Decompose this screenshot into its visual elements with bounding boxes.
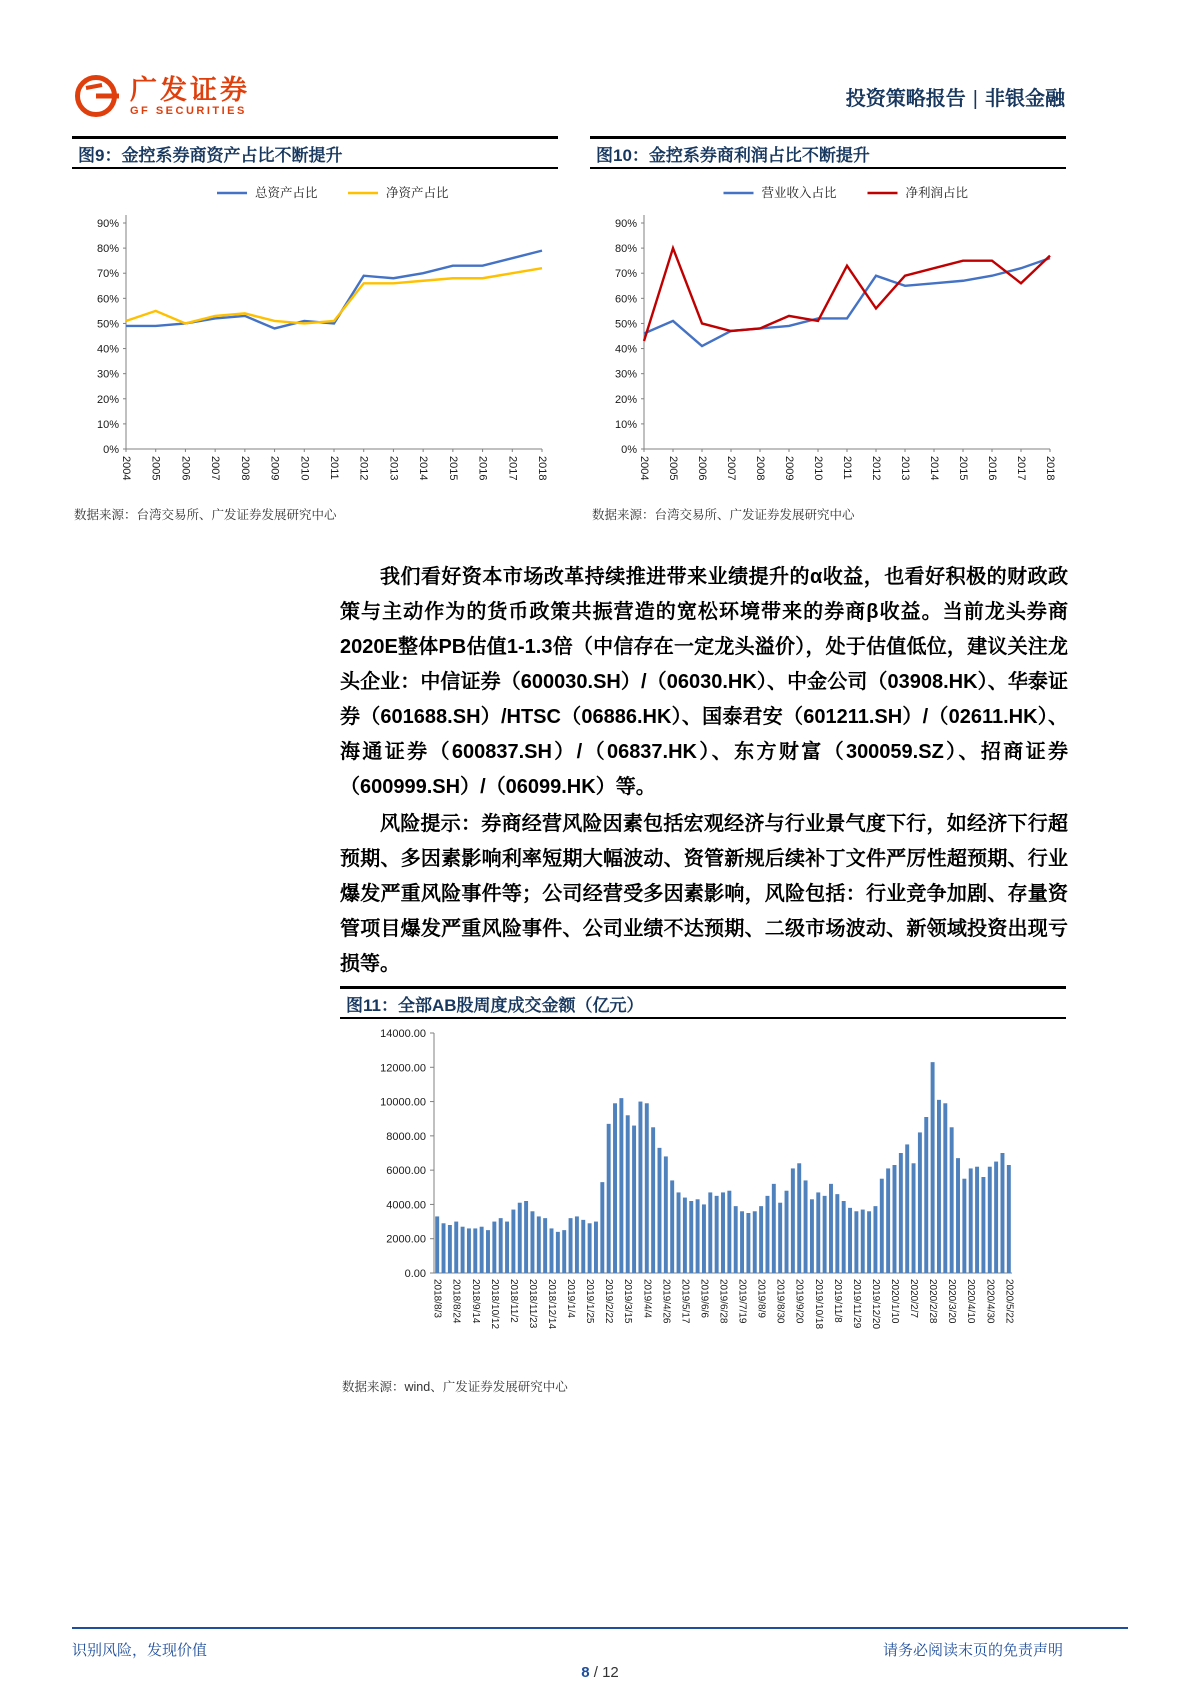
- svg-text:2018/9/14: 2018/9/14: [469, 1279, 481, 1324]
- svg-text:4000.00: 4000.00: [386, 1199, 426, 1212]
- svg-text:2020/2/28: 2020/2/28: [927, 1279, 939, 1324]
- gf-securities-logo: [72, 72, 250, 120]
- svg-text:2013: 2013: [899, 456, 911, 481]
- svg-text:2019/3/15: 2019/3/15: [622, 1279, 634, 1324]
- logo-text-cn: 广发证券: [130, 75, 250, 105]
- svg-text:0%: 0%: [621, 444, 637, 456]
- svg-text:2007: 2007: [209, 456, 222, 481]
- svg-text:2015: 2015: [957, 456, 969, 481]
- svg-text:2018: 2018: [536, 456, 548, 481]
- svg-text:8000.00: 8000.00: [386, 1130, 426, 1143]
- svg-text:2014: 2014: [417, 456, 430, 481]
- svg-text:2020/2/7: 2020/2/7: [908, 1279, 920, 1318]
- svg-text:2006: 2006: [179, 456, 192, 481]
- svg-text:2020/1/10: 2020/1/10: [888, 1279, 900, 1324]
- footer-disclaimer: 请务必阅读末页的免责声明: [882, 1642, 1063, 1659]
- svg-text:2010: 2010: [812, 456, 824, 481]
- svg-text:2019/12/20: 2019/12/20: [869, 1279, 881, 1330]
- figure-11-source: 数据来源：wind、广发证券发展研究中心: [342, 1380, 568, 1394]
- svg-text:2019/6/28: 2019/6/28: [717, 1279, 729, 1324]
- svg-text:90%: 90%: [614, 218, 637, 230]
- svg-text:10000.00: 10000.00: [380, 1096, 426, 1109]
- figure-10-title: 图10：金控系券商利润占比不断提升: [590, 136, 1066, 169]
- figure-11-title: 图11：全部AB股周度成交金额（亿元）: [340, 986, 1066, 1019]
- svg-text:2014: 2014: [928, 456, 940, 481]
- svg-text:90%: 90%: [96, 218, 119, 230]
- logo-text: [130, 75, 250, 117]
- svg-text:60%: 60%: [96, 293, 119, 306]
- svg-text:10%: 10%: [96, 418, 119, 431]
- svg-text:0.00: 0.00: [404, 1268, 426, 1280]
- body-text: [340, 560, 1068, 982]
- paragraph-investment-view: 我们看好资本市场改革持续推进带来业绩提升的α收益，也看好积极的财政政策与主动作为的货币政策共振营造的宽松环境带来的券商β收益。当前龙头券商2020E整体PB估值1-1.3倍（中信存在一定龙头溢价），处于估值低位，建议关注龙头企业：中信证券（600030.SH）/（06030.HK）、中金公司（03908.HK）、华泰证券（601688.SH）/HTSC（06886.HK）、国泰君安（601211.SH）/（02611.HK）、海通证券（600837.SH）/（06837.HK）、东方财富（300059.SZ）、招商证券（600999.SH）/（06099.HK）等。: [340, 566, 1068, 798]
- svg-text:14000.00: 14000.00: [380, 1028, 426, 1040]
- svg-text:净利润占比: 净利润占比: [905, 186, 969, 200]
- svg-text:2009: 2009: [268, 456, 281, 481]
- svg-text:2019/6/6: 2019/6/6: [698, 1279, 710, 1318]
- footer-slogan: 识别风险，发现价值: [72, 1642, 208, 1659]
- figure-11-chart: [340, 1021, 1066, 1373]
- svg-text:2017: 2017: [506, 456, 519, 481]
- svg-text:2006: 2006: [696, 456, 708, 481]
- figure-9: [72, 136, 558, 523]
- svg-text:2019/9/20: 2019/9/20: [793, 1279, 805, 1324]
- svg-text:2009: 2009: [783, 456, 795, 481]
- page-current: 8: [581, 1664, 590, 1681]
- svg-text:2016: 2016: [476, 456, 489, 481]
- svg-text:2011: 2011: [841, 456, 853, 480]
- svg-text:30%: 30%: [614, 368, 637, 381]
- svg-text:70%: 70%: [96, 268, 119, 281]
- svg-text:2012: 2012: [357, 456, 370, 481]
- svg-text:50%: 50%: [614, 318, 637, 331]
- svg-text:2019/8/9: 2019/8/9: [755, 1279, 767, 1318]
- svg-text:2005: 2005: [667, 456, 679, 481]
- page-header: [72, 72, 1065, 120]
- svg-text:6000.00: 6000.00: [386, 1165, 426, 1178]
- svg-text:2020/3/20: 2020/3/20: [946, 1279, 958, 1324]
- svg-text:2018/8/24: 2018/8/24: [450, 1279, 462, 1324]
- svg-text:60%: 60%: [614, 293, 637, 306]
- svg-text:50%: 50%: [96, 318, 119, 331]
- svg-text:2008: 2008: [754, 456, 766, 481]
- svg-text:2019/4/4: 2019/4/4: [641, 1279, 653, 1318]
- svg-text:2007: 2007: [725, 456, 737, 481]
- svg-text:2012: 2012: [870, 456, 882, 481]
- svg-text:2004: 2004: [638, 456, 650, 481]
- svg-text:2020/4/10: 2020/4/10: [965, 1279, 977, 1324]
- sector-label: 非银金融: [985, 87, 1065, 110]
- figure-10: [590, 136, 1066, 523]
- risk-text: 券商经营风险因素包括宏观经济与行业景气度下行，如经济下行超预期、多因素影响利率短期大幅波动、资管新规后续补丁文件严厉性超预期、行业爆发严重风险事件等；公司经营受多因素影响，风险包括：行业竞争加剧、存量资管项目爆发严重风险事件、公司业绩不达预期、二级市场波动、新领域投资出现亏损等。: [340, 813, 1069, 975]
- svg-text:2019/11/29: 2019/11/29: [850, 1279, 862, 1329]
- paragraph-risk: [340, 807, 1068, 982]
- svg-text:2011: 2011: [328, 456, 340, 480]
- svg-text:净资产占比: 净资产占比: [386, 186, 449, 200]
- svg-text:40%: 40%: [614, 343, 637, 356]
- svg-text:2019/11/8: 2019/11/8: [831, 1279, 843, 1323]
- svg-text:2019/1/25: 2019/1/25: [584, 1279, 596, 1324]
- figure-9-title: 图9：金控系券商资产占比不断提升: [72, 136, 558, 169]
- category-divider: |: [972, 87, 978, 110]
- svg-text:2008: 2008: [238, 456, 251, 481]
- svg-text:2019/2/22: 2019/2/22: [603, 1279, 615, 1324]
- svg-text:2018: 2018: [1044, 456, 1056, 481]
- svg-text:2013: 2013: [387, 456, 400, 481]
- report-type-label: 投资策略报告: [845, 87, 966, 110]
- figure-10-source: 数据来源：台湾交易所、广发证券发展研究中心: [592, 508, 855, 522]
- svg-text:2019/8/30: 2019/8/30: [774, 1279, 786, 1324]
- logo-text-en: GF SECURITIES: [130, 105, 247, 117]
- svg-text:70%: 70%: [614, 268, 637, 281]
- svg-text:30%: 30%: [96, 368, 119, 381]
- svg-text:40%: 40%: [96, 343, 119, 356]
- page-separator: /: [589, 1664, 603, 1681]
- risk-label: 风险提示：: [380, 813, 482, 835]
- svg-text:2019/7/19: 2019/7/19: [736, 1279, 748, 1324]
- svg-text:2018/11/2: 2018/11/2: [507, 1279, 519, 1323]
- figure-9-chart: [72, 171, 558, 501]
- svg-text:总资产占比: 总资产占比: [255, 186, 318, 200]
- footer-divider: [72, 1627, 1128, 1629]
- svg-text:10%: 10%: [614, 418, 637, 431]
- svg-text:2017: 2017: [1015, 456, 1027, 481]
- svg-text:2000.00: 2000.00: [386, 1233, 426, 1246]
- svg-text:12000.00: 12000.00: [380, 1062, 426, 1075]
- svg-text:2019/1/4: 2019/1/4: [565, 1279, 577, 1318]
- figure-11: [340, 986, 1066, 1395]
- svg-text:20%: 20%: [96, 393, 119, 406]
- svg-text:0%: 0%: [103, 444, 119, 456]
- page-number: [0, 1664, 1200, 1681]
- svg-text:2018/12/14: 2018/12/14: [546, 1279, 558, 1330]
- svg-text:2005: 2005: [149, 456, 162, 481]
- svg-text:2019/4/26: 2019/4/26: [660, 1279, 672, 1324]
- svg-text:2020/4/30: 2020/4/30: [984, 1279, 996, 1324]
- figure-10-chart: [590, 171, 1066, 501]
- svg-text:2018/8/3: 2018/8/3: [431, 1279, 443, 1318]
- gf-logo-icon: [72, 72, 120, 120]
- svg-text:2004: 2004: [120, 456, 132, 481]
- svg-text:80%: 80%: [96, 243, 119, 256]
- svg-text:2018/11/23: 2018/11/23: [526, 1279, 538, 1329]
- svg-text:80%: 80%: [614, 243, 637, 256]
- page-total: 12: [602, 1664, 619, 1681]
- report-category: [846, 82, 1065, 111]
- svg-text:2010: 2010: [298, 456, 311, 481]
- figure-9-source: 数据来源：台湾交易所、广发证券发展研究中心: [74, 508, 337, 522]
- svg-text:营业收入占比: 营业收入占比: [761, 186, 837, 200]
- svg-text:2015: 2015: [446, 456, 459, 481]
- svg-text:2019/5/17: 2019/5/17: [679, 1279, 691, 1324]
- svg-text:2016: 2016: [986, 456, 998, 481]
- svg-text:2018/10/12: 2018/10/12: [488, 1279, 500, 1330]
- svg-text:2020/5/22: 2020/5/22: [1003, 1279, 1015, 1324]
- svg-text:2019/10/18: 2019/10/18: [812, 1279, 824, 1330]
- svg-text:20%: 20%: [614, 393, 637, 406]
